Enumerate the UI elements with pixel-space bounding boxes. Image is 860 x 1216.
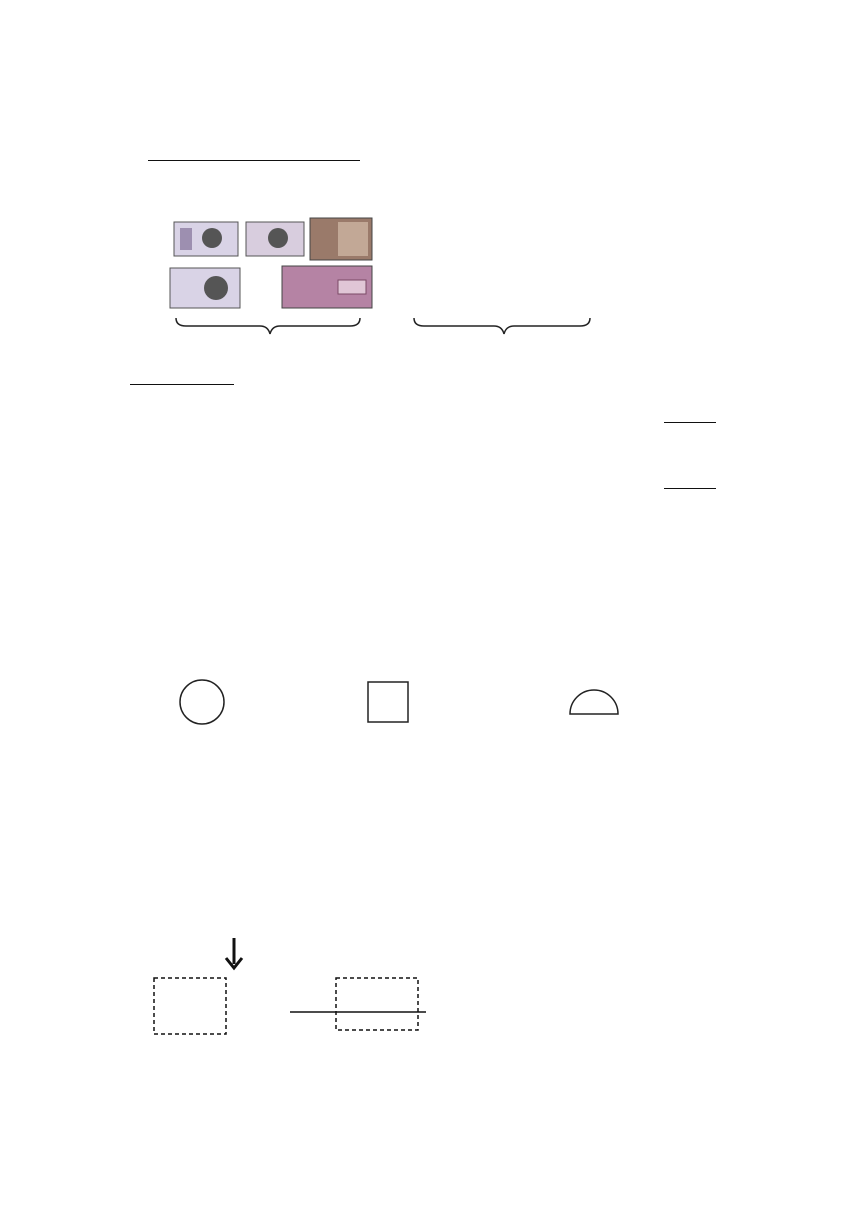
- answer-blank[interactable]: [254, 146, 308, 161]
- banknote-1-jiao-icon: [310, 218, 372, 260]
- answer-blank[interactable]: [130, 370, 182, 385]
- banknote-10-yuan-icon: [174, 222, 238, 256]
- banknote-5-jiao-icon: [282, 266, 372, 308]
- dashed-box-bundles: [154, 978, 226, 1034]
- question-11: [130, 370, 234, 391]
- left-brace: [176, 318, 360, 334]
- down-arrow-icon: [226, 938, 242, 968]
- banknote-5-yuan-icon: [246, 222, 304, 256]
- answer-blank[interactable]: [182, 370, 234, 385]
- semicircle-shape-icon: [566, 684, 622, 718]
- answer-blank[interactable]: [200, 146, 254, 161]
- banknote-10-yuan-icon: [170, 268, 240, 308]
- answer-blank[interactable]: [664, 474, 716, 489]
- answer-blank[interactable]: [148, 146, 200, 161]
- money-figure: [150, 210, 606, 358]
- answer-blank[interactable]: [308, 146, 360, 161]
- right-brace: [414, 318, 590, 334]
- stick-bundles-figure: [150, 880, 432, 1040]
- square-shape-icon: [366, 680, 412, 724]
- circle-shape-icon: [178, 678, 228, 726]
- question-9-blanks: [148, 146, 360, 167]
- dashed-box-sticks: [336, 978, 418, 1030]
- answer-blank[interactable]: [664, 408, 716, 423]
